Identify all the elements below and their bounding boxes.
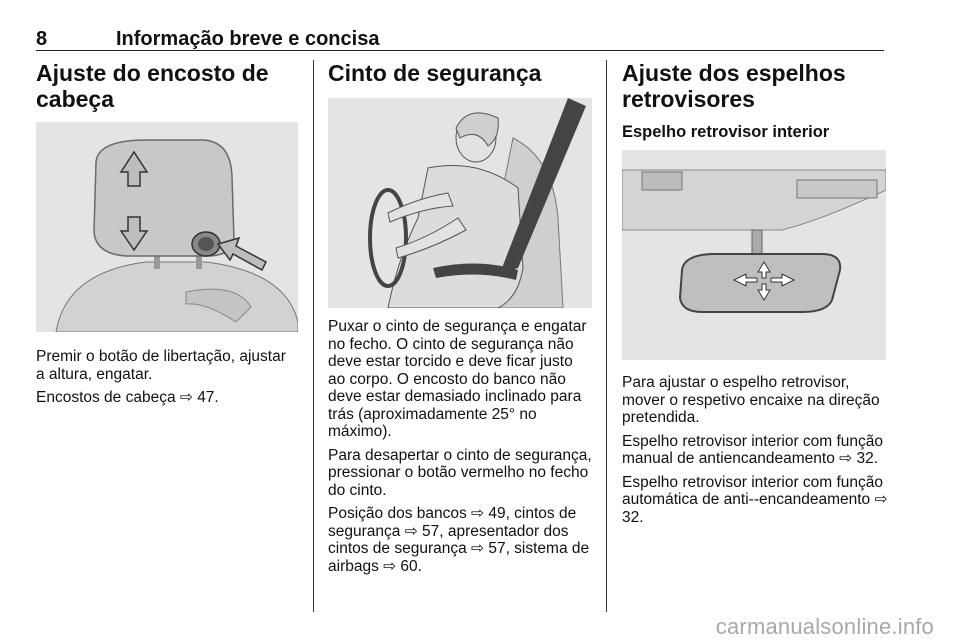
subheading-interior-mirror: Espelho retrovisor interior [622, 123, 830, 141]
cross-reference: Posição dos bancos ⇨ 49, cintos de segurança ⇨ 57, apresentador dos cintos de segurança ⇨ 57, sistema de airbags ⇨ 60. [328, 505, 590, 575]
rearview-mirror-illustration [622, 150, 886, 360]
watermark-link[interactable]: carmanualsonline.info [715, 614, 934, 639]
header-divider [36, 50, 884, 51]
paragraph: Premir o botão de libertação, ajustar a altura, engatar. [36, 348, 286, 383]
page-header [36, 28, 884, 52]
heading-headrest: Ajuste do encosto de cabeça [36, 60, 269, 112]
paragraph: Para desapertar o cinto de segurança, pressionar o botão vermelho no fecho do cinto. [328, 446, 592, 499]
column-divider [313, 60, 314, 612]
column-divider [606, 60, 607, 612]
cross-reference: Espelho retrovisor interior com função manual de antiencandeamento ⇨ 32. [622, 432, 884, 467]
paragraph: Puxar o cinto de segurança e engatar no fecho. O cinto de segurança não deve estar torcido e deve ficar justo ao corpo. O encosto do banco não deve estar demasiado inclinado para trás (aproximadamente 25° no máximo). [328, 318, 587, 440]
headrest-illustration [36, 122, 298, 332]
paragraph: Para ajustar o espelho retrovisor, mover o respetivo encaixe na direção pretendida. [622, 374, 880, 426]
heading-seatbelt: Cinto de segurança [328, 60, 542, 86]
heading-mirrors: Ajuste dos espelhos retrovisores [622, 60, 846, 112]
column-seatbelt [328, 60, 594, 581]
page-number: 8 [36, 28, 48, 50]
cross-reference: Espelho retrovisor interior com função automática de anti--encandeamento ⇨ 32. [622, 473, 888, 526]
column-headrest [36, 60, 298, 413]
seatbelt-illustration [328, 98, 592, 308]
cross-reference: Encostos de cabeça ⇨ 47. [36, 389, 219, 406]
section-title: Informação breve e concisa [116, 28, 380, 50]
column-mirrors [622, 60, 892, 532]
